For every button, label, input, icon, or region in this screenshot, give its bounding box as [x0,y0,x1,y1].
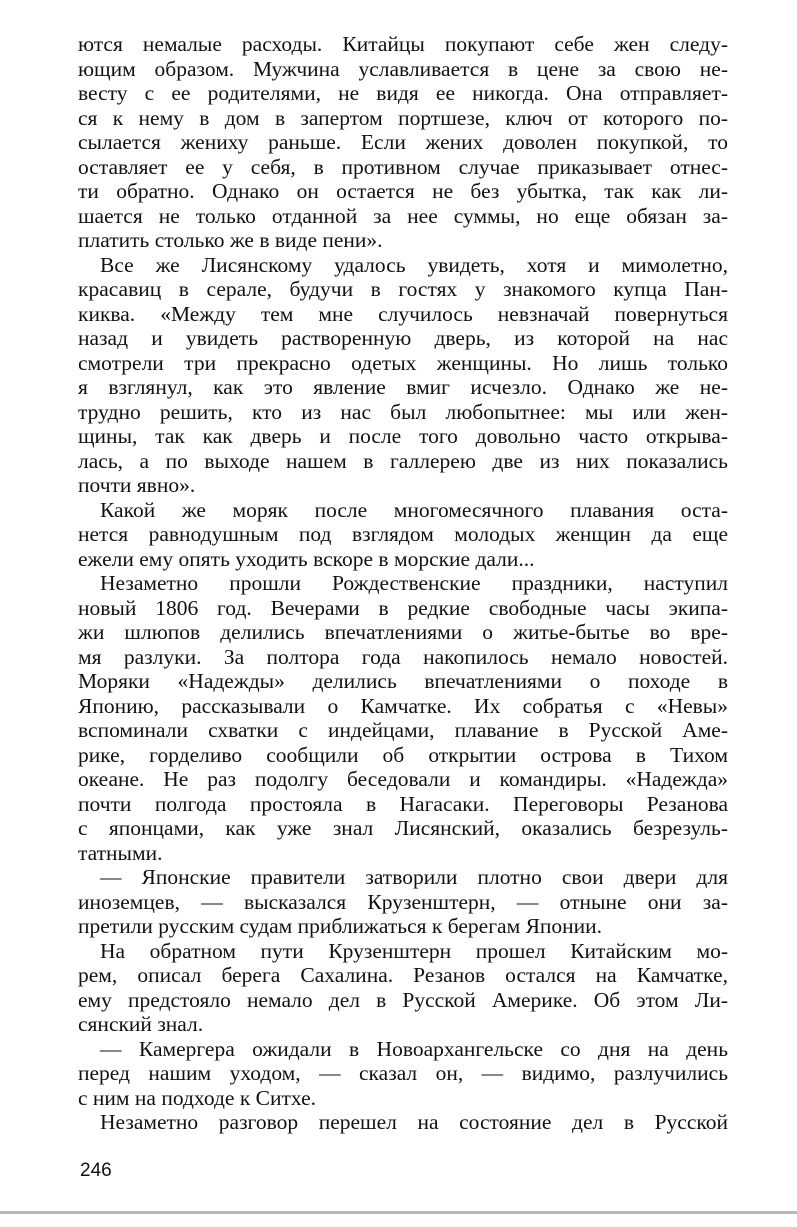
text-line: с ним на подходе к Ситхе. [78,1085,317,1110]
text-line: ются немалые расходы. Китайцы покупают себе жен следу- [78,32,728,56]
paragraph [78,253,728,498]
paragraph [78,498,728,572]
text-line: вспоминали схватки с индейцами, плавание в Русской Аме- [78,718,728,742]
text-line: иноземцев, — высказался Крузенштерн, — отныне они за- [78,889,728,914]
text-line: шается не только отданной за нее суммы, но еще обязан за- [78,203,728,228]
text-line: Все же Лисянскому удалось увидеть, хотя и мимолетно, [100,252,728,277]
text-line: почти явно». [78,473,196,497]
text-line: жи шлюпов делились впечатлениями о житье-бытье во вре- [78,620,728,644]
paragraph [78,32,728,253]
text-line: Японию, рассказывали о Камчатке. Их собратья с «Невы» [78,693,728,718]
text-line: с японцами, как уже знал Лисянский, оказались безрезуль- [78,816,728,840]
text-line: — Камергера ожидали в Новоархангельске со дня на день [100,1036,728,1061]
paragraph [78,939,728,1037]
text-line: лась, а по выходе нашем в галлерею две из них показались [78,448,728,473]
text-line: красавиц в серале, будучи в гостях у знакомого купца Пан- [78,277,728,301]
text-line: сылается жениху раньше. Если жених доволен покупкой, то [78,130,728,154]
text-line: трудно решить, кто из нас был любопытнее: мы или жен- [78,399,728,424]
text-line: весту с ее родителями, не видя ее никогда. Она отправляет- [78,81,728,105]
bottom-divider [0,1211,797,1214]
text-line: сянский знал. [78,1012,204,1036]
text-line: — Японские правители затворили плотно свои двери для [100,865,728,889]
text-line: платить столько же в виде пени». [78,228,383,252]
text-line: Какой же моряк после многомесячного плавания оста- [100,497,728,522]
text-line: океане. Не раз подолгу беседовали и командиры. «Надежда» [78,767,728,791]
text-line: ежели ему опять уходить вскоре в морские дали... [78,546,535,571]
paragraph [78,571,728,865]
text-line: рем, описал берега Сахалина. Резанов остался на Камчатке, [78,963,728,987]
text-line: назад и увидеть растворенную дверь, из которой на нас [78,326,728,350]
text-line: ся к нему в дом в запертом портшезе, ключ от которого по- [78,105,728,130]
paragraph [78,1037,728,1111]
text-line: Моряки «Надежды» делились впечатлениями о походе в [78,669,728,693]
text-line: почти полгода простояла в Нагасаки. Переговоры Резанова [78,791,728,816]
text-line: рике, горделиво сообщили об открытии острова в Тихом [78,742,728,767]
text-line: смотрели три прекрасно одетых женщины. Но лишь только [78,350,728,375]
text-line: перед нашим уходом, — сказал он, — видимо, разлучились [78,1061,728,1085]
text-line: киква. «Между тем мне случилось невзначай повернуться [78,301,728,326]
text-line: оставляет ее у себя, в противном случае приказывает отнес- [78,154,728,179]
text-line: ющим образом. Мужчина уславливается в цене за свою не- [78,56,728,81]
page-number: 246 [80,1160,112,1181]
text-line: ти обратно. Однако он остается не без убытка, так как ли- [78,179,728,203]
text-line: татными. [78,840,163,865]
text-line: ему предстояло немало дел в Русской Америке. Об этом Ли- [78,987,728,1012]
text-line: На обратном пути Крузенштерн прошел Китайским мо- [100,938,728,963]
paragraph [78,865,728,939]
text-line: новый 1806 год. Вечерами в редкие свободные часы экипа- [78,595,728,620]
text-line: щины, так как дверь и после того довольно часто открыва- [78,424,728,448]
page-text [78,32,728,1135]
paragraph [78,1110,728,1135]
text-line: Незаметно прошли Рождественские праздники, наступил [100,571,728,595]
text-line: мя разлуки. За полтора года накопилось немало новостей. [78,644,728,669]
text-line: Незаметно разговор перешел на состояние дел в Русской [100,1110,728,1134]
text-line: я взглянул, как это явление вмиг исчезло. Однако же не- [78,375,728,399]
text-line: нется равнодушным под взглядом молодых женщин да еще [78,522,728,546]
text-line: претили русским судам приближаться к берегам Японии. [78,914,603,938]
